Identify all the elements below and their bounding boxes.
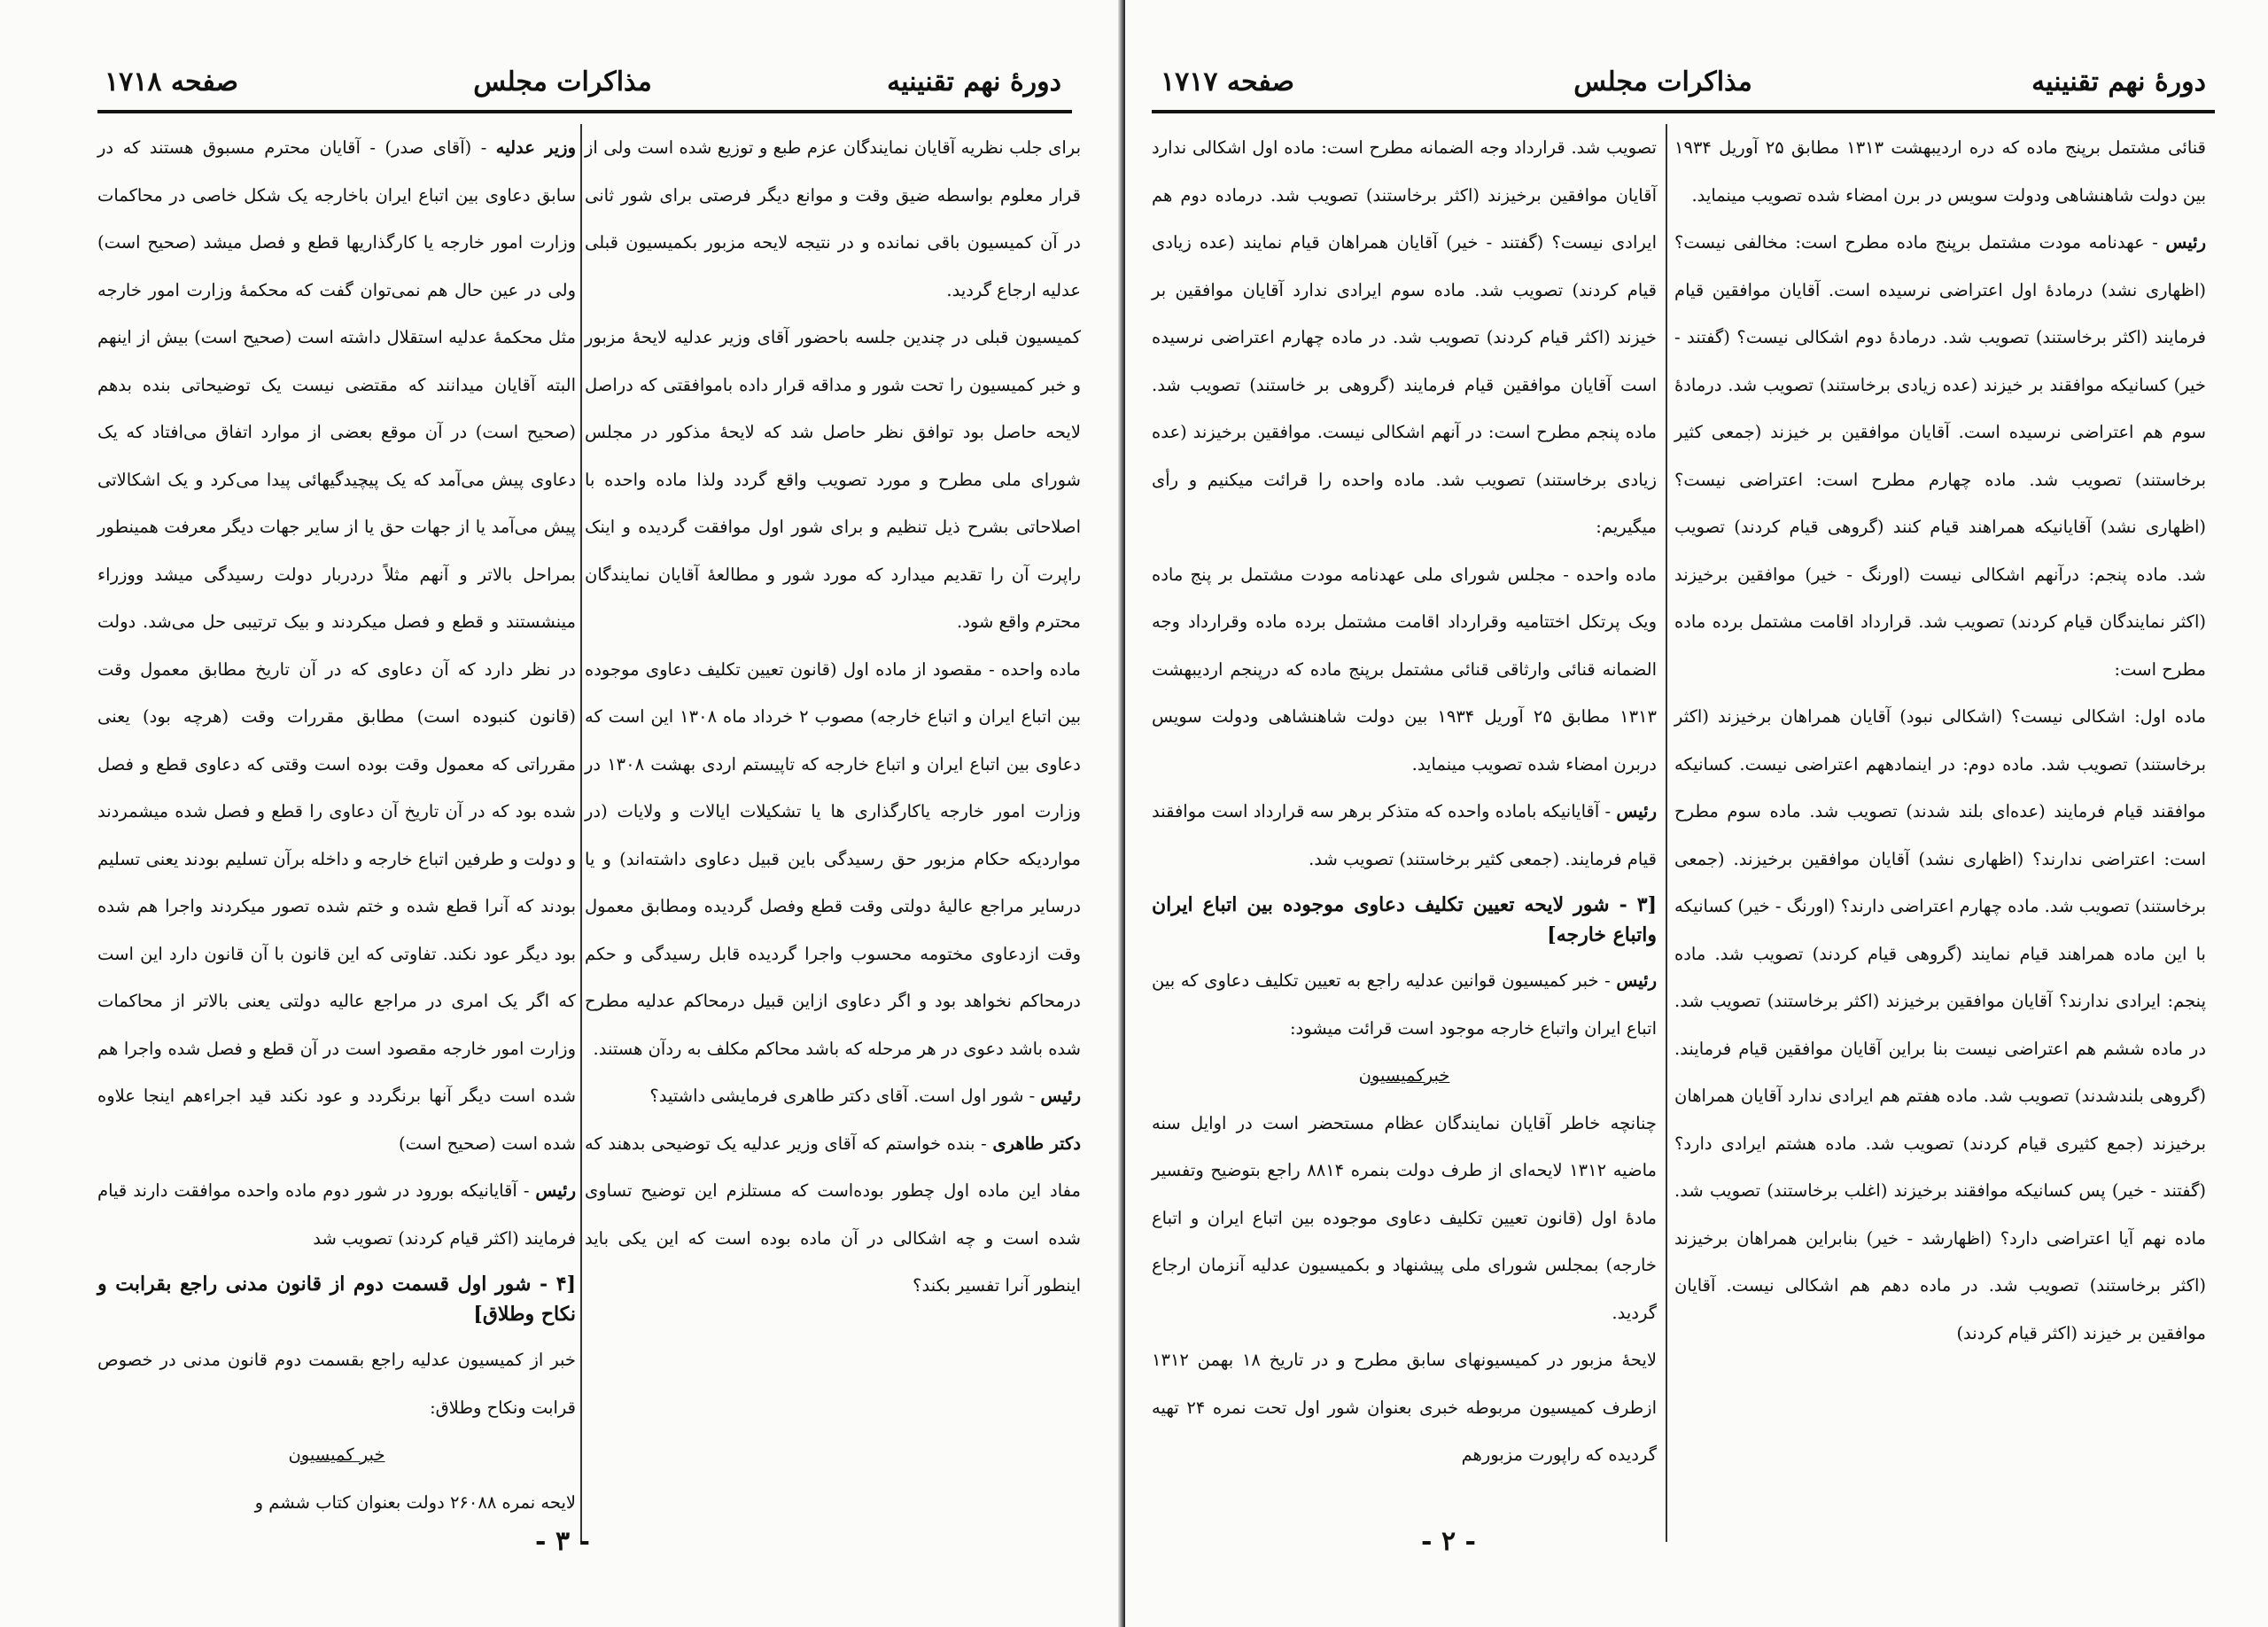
speaker-paragraph	[585, 1072, 1081, 1120]
body-paragraph: چنانچه خاطر آقایان نمایندگان عظام مستحضر است در اوایل سنه ماضیه ۱۳۱۲ لایحه‌ای از طرف دولت بنمره ۸۸۱۴ راجع بتوضیح وتفسیر مادهٔ اول (قانون تعیین تکلیف دعاوی موجوده بین اتباع ایران و اتباع خارجه) بمجلس شورای ملی پیشنهاد و بکمیسیون عدلیه آنزمان ارجاع گردید.	[1152, 1112, 1657, 1323]
speaker-name: رئیس	[535, 1180, 576, 1201]
right-page-number: صفحه ۱۷۱۷	[1161, 66, 1294, 97]
speaker-paragraph	[97, 1167, 576, 1262]
speaker-text: - آقایانیکه بورود در شور دوم ماده واحده موافقت دارند قیام فرمایند (اکثر قیام کردند) تصویب شد	[97, 1180, 576, 1249]
body-paragraph: لایحهٔ مزبور در کمیسیونهای سابق مطرح و در تاریخ ۱۸ بهمن ۱۳۱۲ ازطرف کمیسیون مربوطه خبری بعنوان شور اول تحت نمره ۲۴ تهیه گردیده که راپورت مزبورهم	[1152, 1350, 1657, 1465]
speaker-paragraph	[97, 124, 576, 1167]
right-header-title: مذاکرات مجلس	[1573, 66, 1752, 97]
right-page-footer: - ۲ -	[1421, 1526, 1476, 1557]
body-paragraph: تصویب شد. قرارداد وجه الضمانه مطرح است: ماده اول اشکالی ندارد آقایان موافقین برخیزند (اکثر برخاستند) تصویب شد. درماده دوم هم ایرادی نیست؟ (گفتند - خیر) آقایان همراهان قیام نمایند (عده زیادی قیام کردند) تصویب شد. ماده سوم ایرادی ندارد آقایان موافقین بر خیزند (اکثر قیام کردند) تصویب شد. در ماده چهارم اعتراضی نرسیده است آقایان موافقین قیام فرمایند (گروهی بر خاستند) تصویب شد. ماده پنجم مطرح است: در آنهم اشکالی نیست. موافقین برخیزند (عده زیادی برخاستند) تصویب شد. ماده واحده را قرائت میکنیم و رأی میگیریم:	[1152, 137, 1657, 537]
left-page-left-column	[97, 124, 576, 1526]
left-page-right-column	[585, 124, 1081, 1310]
left-page-number: صفحه ۱۷۱۸	[105, 66, 238, 97]
left-page-footer: - ۳ -	[535, 1526, 590, 1557]
left-column-divider	[580, 124, 582, 1542]
body-paragraph: لایحه نمره ۲۶۰۸۸ دولت بعنوان کتاب ششم و	[254, 1491, 576, 1513]
body-paragraph: خبر از کمیسیون عدلیه راجع بقسمت دوم قانون مدنی در خصوص قرابت ونکاح وطلاق:	[97, 1350, 576, 1418]
speaker-name: رئیس	[1040, 1086, 1081, 1106]
right-page-right-column	[1674, 124, 2206, 1357]
speaker-name: رئیس	[1616, 801, 1657, 821]
subsection-title: خبرکمیسیون	[1358, 1065, 1450, 1086]
speaker-name: رئیس	[2165, 232, 2207, 253]
speaker-text: - شور اول است. آقای دکتر طاهری فرمایشی داشتید؟	[649, 1086, 1036, 1106]
left-header-rule	[97, 110, 1072, 113]
speaker-paragraph	[1674, 219, 2206, 693]
right-column-divider	[1666, 124, 1667, 1542]
speaker-text: - بنده خواستم که آقای وزیر عدلیه یک توضیحی بدهند که مفاد این ماده اول چطور بوده‌است که مستلزم این توضیح تساوی شده است و چه اشکالی در آن ماده بوده است که این یکی باید اینطور آنرا تفسیر بکند؟	[585, 1133, 1081, 1296]
left-header-title: مذاکرات مجلس	[473, 66, 652, 97]
right-page	[1125, 0, 2268, 1627]
left-session-label: دورهٔ نهم تقنینیه	[887, 66, 1061, 97]
speaker-text: - (آقای صدر) - آقایان محترم مسبوق هستند که در سابق دعاوی بین اتباع ایران باخارجه یک شکل خاصی در محاکمات وزارت امور خارجه یا کارگذاریها قطع و فصل میشد (صحیح است) ولی در عین حال هم نمی‌توان گفت که محکمهٔ وزارت امور خارجه مثل محکمهٔ عدلیه استقلال داشته است (صحیح است) بیش از اینهم البته آقایان میدانند که مقتضی نیست یک توضیحاتی بنده بدهم (صحیح است) در آن موقع بعضی از موارد اتفاق می‌افتاد که یک دعاوی پیش می‌آمد که یک پیچیدگیهائی پیدا می‌کرد و یک اشکالاتی پیش می‌آمد یا از جهات حق یا از سایر جهات دیگر معرفت همینطور بمراحل بالاتر و آنهم مثلاً دردربار دولت رسیدگی میشد ووزراء مینشستند و قطع و فصل میکردند و بیک ترتیبی حل می‌شد. دولت در نظر دارد که آن دعاوی که در آن تاریخ مطابق معمول وقت (قانون کنبوده است) مطابق مقررات وقت (هرچه بود) یعنی مقرراتی که معمول وقت بوده است وقتی که دعاوی قطع و فصل شده بود که در آن تاریخ آن دعاوی را قطع و فصل شده میشمردند و دولت و طرفین اتباع خارجه و داخله برآن تسلیم بودند یعنی تسلیم بودند که آنرا قطع شده و ختم شده تصور میکردند واجرا هم شده بود دیگر عود نکند. تفاوتی که این قانون با آن قانون دارد این است که اگر یک امری در مراجع عالیه دولتی یعنی بالاتر از محاکمات وزارت امور خارجه مقصود است در آن قطع و فصل شده واجرا هم شده است دیگر آنها برنگردد و عود نکند قید اجراءهم اینجا علاوه شده است (صحیح است)	[97, 137, 576, 1154]
speaker-name: رئیس	[1616, 970, 1658, 991]
body-paragraph: برای جلب نظریه آقایان نمایندگان عزم طبع و توزیع شده است ولی از قرار معلوم بواسطه ضیق وقت و موانع دیگر فرصتی برای شور ثانی در آن کمیسیون باقی نمانده و در نتیجه لایحه مزبور بکمیسیون قبلی عدلیه ارجاع گردید.	[585, 137, 1081, 300]
speaker-name: دکتر طاهری	[992, 1133, 1082, 1154]
right-page-header	[1161, 55, 2206, 108]
speaker-paragraph	[1152, 957, 1657, 1052]
body-paragraph: ماده واحده - مجلس شورای ملی عهدنامه مودت مشتمل بر پنج ماده ویک پرتکل اختتامیه وقرارداد اقامت مشتمل برده ماده وقرارداد وجه الضمانه قنائی وارثاقی قنائی مشتمل برپنج ماده که درپنجم اردیبهشت ۱۳۱۳ مطابق ۲۵ آوریل ۱۹۳۴ بین دولت شاهنشاهی ودولت سویس دربرن امضاء شده تصویب مینماید.	[1152, 564, 1657, 775]
speaker-text: - عهدنامه مودت مشتمل برپنج ماده مطرح است: مخالفی نیست؟ (اظهاری نشد) درمادهٔ اول اعتراضی نرسیده است. آقایان موافقین قیام فرمایند (اکثر برخاستند) تصویب شد. درمادهٔ دوم اشکالی نیست؟ (گفتند - خیر) کسانیکه موافقند بر خیزند (عده زیادی برخاستند) تصویب شد. درمادهٔ سوم هم اعتراضی نرسیده است. آقایان موافقین بر خیزند (جمعی کثیر برخاستند) تصویب شد. ماده چهارم مطرح است: اعتراضی نیست؟ (اظهاری نشد) آقایانیکه همراهند قیام کنند (گروهی قیام کردند) تصویب شد. ماده پنجم: درآنهم اشکالی نیست (اورنگ - خیر) موافقین برخیزند (اکثر نمایندگان قیام کردند) تصویب شد. قرارداد اقامت مشتمل برده ماده مطرح است:	[1674, 232, 2206, 680]
right-header-rule	[1152, 110, 2215, 113]
body-paragraph: کمیسیون قبلی در چندین جلسه باحضور آقای وزیر عدلیه لایحهٔ مزبور و خبر کمیسیون را تحت شور و مداقه قرار داده باموافقتی که دراصل لایحه حاصل بود توافق نظر حاصل شد که لایحهٔ مذکور در مجلس شورای ملی مطرح و مورد تصویب واقع گردد ولذا ماده واحده با اصلاحاتی بشرح ذیل تنظیم و برای شور اول موافقت گردیده و اینک راپرت آن را تقدیم میدارد که مورد شور و مطالعهٔ آقایان نمایندگان محترم واقع شود.	[585, 327, 1081, 632]
speaker-name: وزیر عدلیه	[495, 137, 576, 158]
left-page	[0, 0, 1125, 1627]
section-heading: [۴ - شور اول قسمت دوم از قانون مدنی راجع بقرابت و نکاح وطلاق]	[97, 1273, 576, 1326]
right-page-left-column	[1152, 124, 1657, 1479]
subsection-title: خبر کمیسیون	[288, 1444, 385, 1465]
speaker-text: - آقایانیکه باماده واحده که متذکر برهر سه قرارداد است موافقند قیام فرمایند. (جمعی کثیر برخاستند) تصویب شد.	[1152, 801, 1657, 869]
speaker-paragraph	[585, 1120, 1081, 1310]
body-paragraph: قنائی مشتمل برپنج ماده که دره اردیبهشت ۱۳۱۳ مطابق ۲۵ آوریل ۱۹۳۴ بین دولت شاهنشاهی ودولت سویس در برن امضاء شده تصویب مینماید.	[1674, 137, 2206, 206]
body-paragraph: ماده واحده - مقصود از ماده اول (قانون تعیین تکلیف دعاوی موجوده بین اتباع ایران و اتباع خارجه) مصوب ۲ خرداد ماه ۱۳۰۸ این است که دعاوی بین اتباع ایران و اتباع خارجه که تاپیستم اردی بهشت ۱۳۰۸ در وزارت امور خارجه یاکارگذاری ها یا تشکیلات ایالات و ولایات (در مواردیکه حکام مزبور حق رسیدگی باین قبیل دعاوی داشته‌اند) و یا درسایر مراجع عالیهٔ دولتی وقت قطع وفصل گردیده ومطابق معمول وقت ازدعاوی مختومه محسوب واجرا گردیده قابل رسیدگی و حکم درمحاکم نخواهد بود و اگر دعاوی ازاین قبیل درمحاکم عدلیه مطرح شده باشد دعوی در هر مرحله که باشد محاکم مکلف به ردآن هستند.	[585, 658, 1082, 1059]
speaker-text: - خبر کمیسیون قوانین عدلیه راجع به تعیین تکلیف دعاوی که بین اتباع ایران واتباع خارجه موجود است قرائت میشود:	[1152, 970, 1657, 1039]
left-page-header	[105, 55, 1061, 108]
speaker-paragraph	[1152, 788, 1657, 883]
right-session-label: دورهٔ نهم تقنینیه	[2031, 66, 2206, 97]
body-paragraph: ماده اول: اشکالی نیست؟ (اشکالی نبود) آقایان همراهان برخیزند (اکثر برخاستند) تصویب شد. ماده دوم: در اینمادههم اعتراضی نیست. کسانیکه موافقند قیام فرمایند (عده‌ای بلند شدند) تصویب شد. ماده سوم مطرح است: اعتراضی ندارند؟ (اظهاری نشد) آقایان موافقین برخیزند. (جمعی برخاستند) تصویب شد. ماده چهارم اعتراضی دارند؟ (اورنگ - خیر) کسانیکه با این ماده همراهند قیام نمایند (گروهی قیام کردند) تصویب شد. ماده پنجم: ایرادی ندارند؟ آقایان موافقین برخیزند (اکثر برخاستند) تصویب شد. در ماده ششم هم اعتراضی نیست بنا براین آقایان موافقین قیام فرمایند. (گروهی بلندشدند) تصویب شد. ماده هفتم هم ایرادی ندارد آقایان همراهان برخیزند (جمع کثیری قیام کردند) تصویب شد. ماده هشتم ایرادی دارد؟ (گفتند - خیر) پس کسانیکه موافقند برخیزند (اغلب برخاستند) تصویب شد. ماده نهم آیا اعتراضی دارد؟ (اظهارشد - خیر) بنابراین همراهان برخیزند (اکثر برخاستند) تصویب شد. در ماده دهم هم اشکالی نیست. آقایان موافقین بر خیزند (اکثر قیام کردند)	[1674, 706, 2206, 1343]
section-heading: [۳ - شور لایحه تعیین تکلیف دعاوی موجوده بین اتباع ایران واتباع خارجه]	[1152, 893, 1657, 946]
